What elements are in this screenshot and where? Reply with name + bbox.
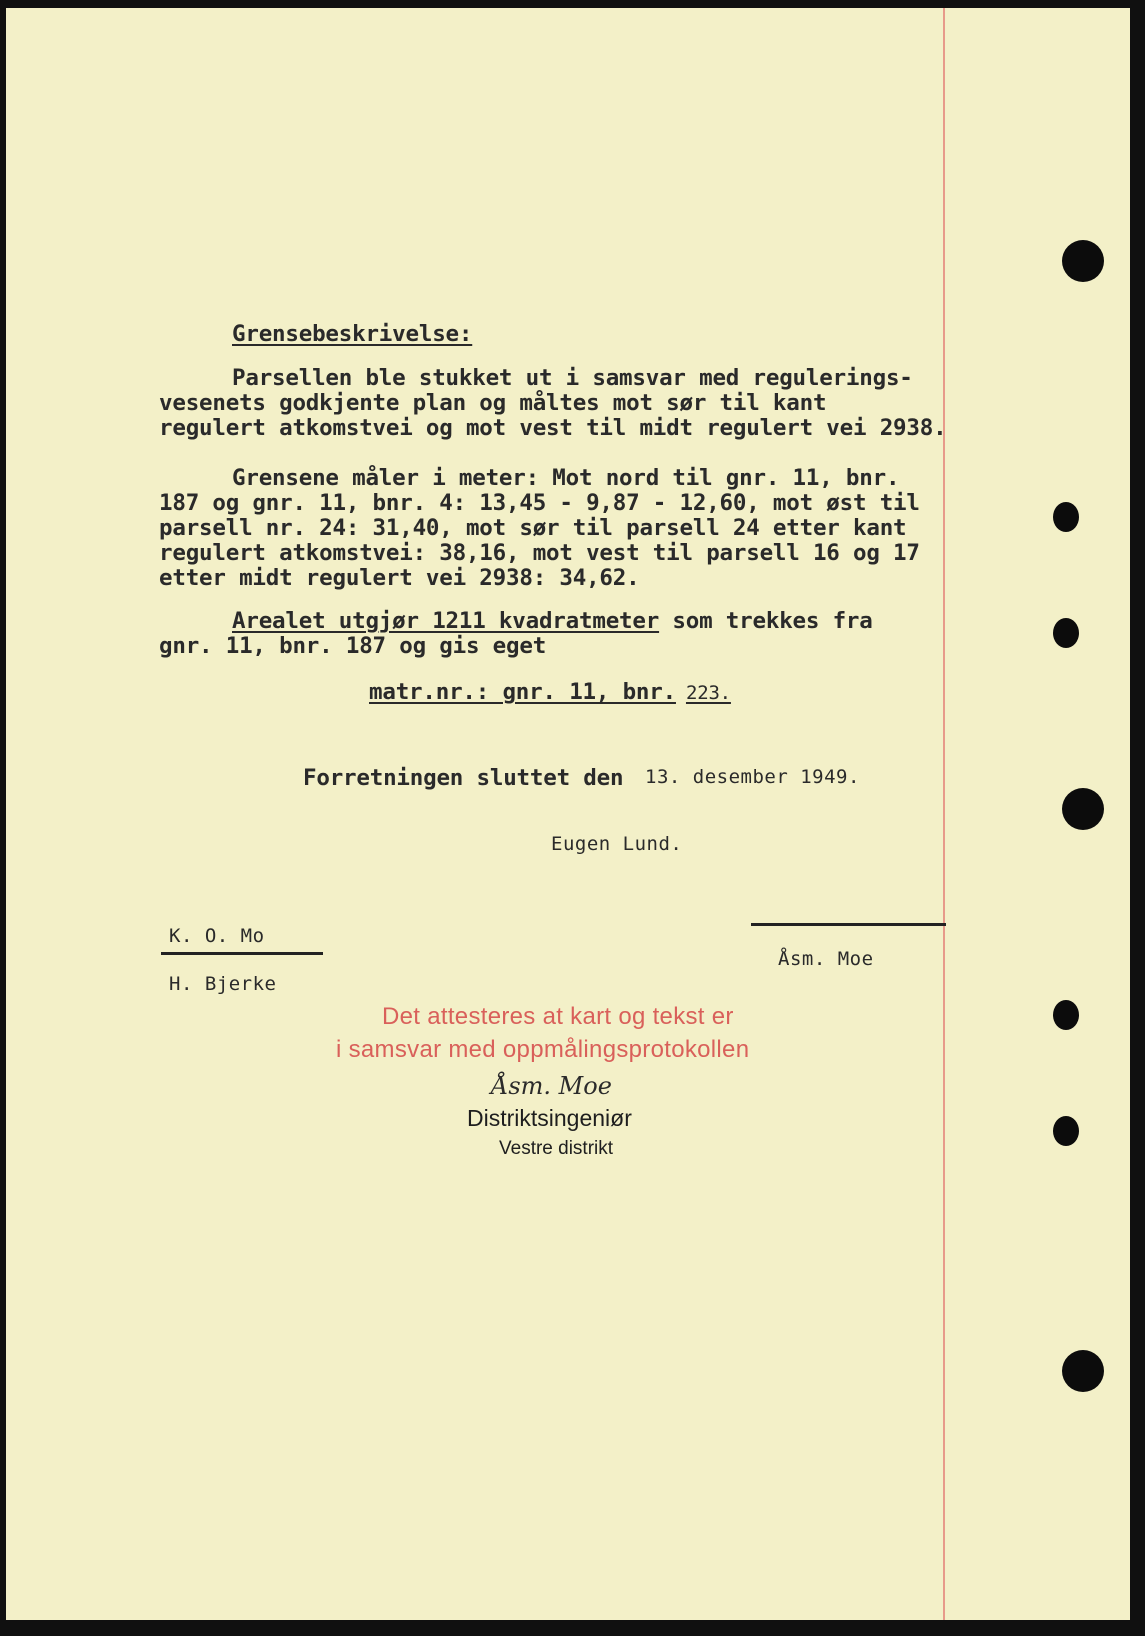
boundary-line: parsell nr. 24: 31,40, mot sør til parsell 24 etter kant — [159, 515, 907, 541]
signature-rule-right — [751, 923, 946, 926]
boundary-line: 187 og gnr. 11, bnr. 4: 13,45 - 9,87 - 12,60, mot øst til — [159, 490, 920, 516]
stamp-district: Vestre distrikt — [499, 1138, 614, 1159]
punch-hole — [1053, 618, 1079, 648]
description-line: regulert atkomstvei og mot vest til midt regulert vei 2938. — [159, 415, 947, 441]
closing-date: 13. desember 1949. — [645, 766, 860, 788]
area-line: gnr. 11, bnr. 187 og gis eget — [159, 633, 547, 659]
punch-hole — [1053, 1000, 1079, 1030]
area-line — [232, 608, 873, 634]
punch-hole — [1053, 502, 1079, 532]
signature-rule-left — [161, 952, 323, 955]
stamp-line-1: Det attesteres at kart og tekst er — [382, 1003, 734, 1030]
document-page — [6, 8, 1130, 1620]
closing-label: Forretningen sluttet den — [303, 765, 624, 791]
stamp-line-2: i samsvar med oppmålingsprotokollen — [336, 1036, 750, 1063]
description-line: vesenets godkjente plan og måltes mot sør til kant — [159, 390, 827, 416]
stamp-title: Distriktsingeniør — [467, 1105, 632, 1131]
boundary-line: regulert atkomstvei: 38,16, mot vest til parsell 16 og 17 — [159, 540, 920, 566]
margin-line — [943, 8, 945, 1620]
matr-line — [369, 679, 731, 705]
signature-left-2: H. Bjerke — [169, 973, 277, 995]
boundary-line: Grensene måler i meter: Mot nord til gnr. 11, bnr. — [232, 465, 900, 491]
punch-hole — [1053, 1116, 1079, 1146]
punch-hole — [1062, 1350, 1104, 1392]
section-heading: Grensebeskrivelse: — [232, 321, 473, 347]
description-line: Parsellen ble stukket ut i samsvar med regulerings- — [232, 365, 913, 391]
boundary-line: etter midt regulert vei 2938: 34,62. — [159, 565, 640, 591]
punch-hole — [1062, 240, 1104, 282]
signature-right: Åsm. Moe — [778, 948, 874, 970]
area-statement-rest: som trekkes fra — [659, 608, 873, 634]
handwritten-signature: Åsm. Moe — [491, 1072, 612, 1100]
punch-hole — [1062, 788, 1104, 830]
matr-label: matr.nr.: gnr. 11, bnr. — [369, 679, 676, 705]
area-statement: Arealet utgjør 1211 kvadratmeter — [232, 608, 660, 634]
signature-left-1: K. O. Mo — [169, 925, 265, 947]
matr-number: 223. — [685, 682, 731, 704]
signature-center: Eugen Lund. — [551, 833, 683, 855]
